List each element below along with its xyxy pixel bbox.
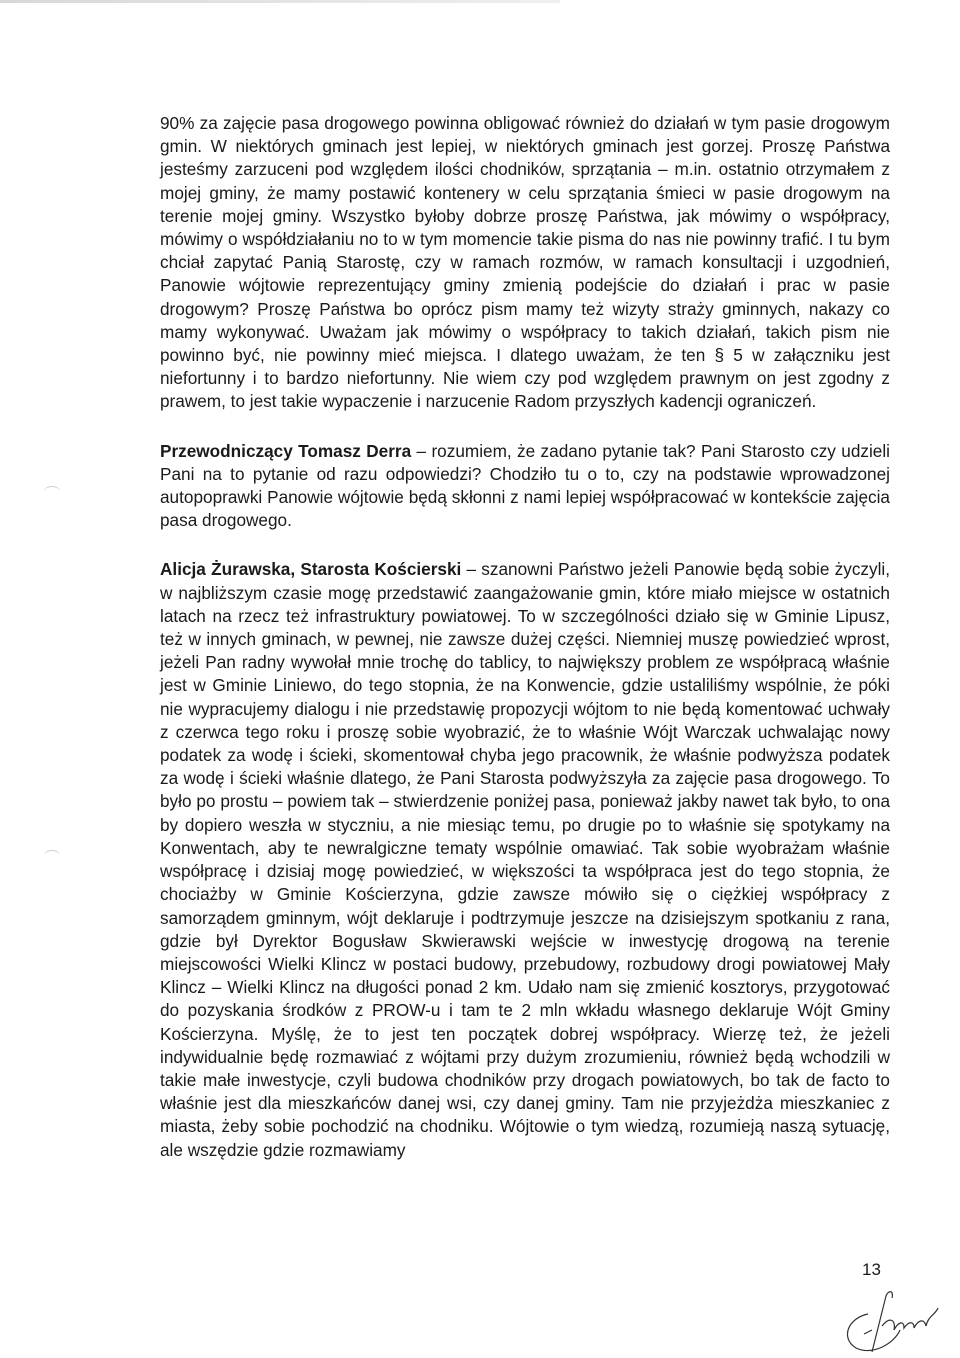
page-number: 13 [862,1260,881,1279]
speaker-name: Przewodniczący Tomasz Derra [160,440,412,461]
paragraph-text: – rozumiem, że zadano pytanie tak? Pani Starosto czy udzieli Pani na to pytanie od razu odpowiedzi? Chodziło tu o to, czy na podstawie wprowadzonej autopoprawki Panowie wójtowie będą skłonni z nami lepiej współpracować w kontekście zajęcia pasa drogowego. [160,440,890,531]
punch-hole-mark [44,850,60,861]
document-body [160,112,890,1188]
handwritten-signature [838,1286,948,1356]
speaker-name: Alicja Żurawska, Starosta Kościerski [160,559,462,580]
scan-edge [0,0,560,3]
paragraph-text: 90% za zajęcie pasa drogowego powinna obligować również do działań w tym pasie drogowym gmin. W niektórych gminach jest lepiej, w niektórych gminach jest gorzej. Proszę Państwa jesteśmy zarzuceni pod względem ilości chodników, sprzątania – m.in. ostatnio otrzymałem z mojej gminy, że mamy postawić kontenery w celu sprzątania śmieci w pasie drogowym na terenie mojej gminy. Wszystko byłoby dobrze proszę Państwa, jak mówimy o współpracy, mówimy o współdziałaniu no to w tym momencie takie pisma do nas nie powinny trafić. I tu bym chciał zapytać Panią Starostę, czy w ramach rozmów, w ramach konsultacji i uzgodnień, Panowie wójtowie reprezentujący gminy zmienią podejście do działań i prac w pasie drogowym? Proszę Państwa bo oprócz pism mamy też wizyty straży gminnych, nakazy co mamy wykonywać. Uważam jak mówimy o współpracy to takich działań, takich pism nie powinno być, nie powinny mieć miejsca. I dlatego uważam, że ten § 5 w załączniku jest niefortunny i to bardzo niefortunny. Nie wiem czy pod względem prawnym on jest zgodny z prawem, to jest takie wypaczenie i narzucenie Radom przyszłych kadencji ograniczeń. [160,113,890,412]
punch-hole-mark [44,486,60,497]
paragraph [160,112,890,414]
paragraph [160,440,890,533]
paragraph-text: – szanowni Państwo jeżeli Panowie będą sobie życzyli, w najbliższym czasie mogę przedstawić zaangażowanie gmin, które miało miejsce w ostatnich latach na rzecz też infrastruktury powiatowej. To w szczególności działo się w Gminie Lipusz, też w innych gminach, w pewnej, nie zawsze dużej części. Niemniej muszę powiedzieć wprost, jeżeli Pan radny wywołał mnie trochę do tablicy, to największy problem ze współpracą właśnie jest w Gminie Liniewo, do tego stopnia, że na Konwencie, gdzie ustaliliśmy wspólnie, że póki nie wypracujemy dialogu i nie przedstawię propozycji wójtom to nie będą komentować uchwały z czerwca tego roku i proszę sobie wyobrazić, że to właśnie Wójt Warczak uchwalając nowy podatek za wodę i ścieki, skomentował chyba jego pracownik, że właśnie podwyższa podatek za wodę i ścieki właśnie dlatego, że Pani Starosta podwyższyła za zajęcie pasa drogowego. To było po prostu – powiem tak – stwierdzenie poniżej pasa, ponieważ jakby nawet tak było, to ona by dopiero weszła w styczniu, a nie miesiąc temu, po drugie po to właśnie się spotykamy na Konwentach, aby te newralgiczne tematy wspólnie omawiać. Tak sobie wyobrażam właśnie współpracę i dzisiaj mogę powiedzieć, w większości ta współpraca jest do tego stopnia, że chociażby w Gminie Kościerzyna, gdzie zawsze mówiło się o ciężkiej współpracy z samorządem gminnym, wójt deklaruje i podtrzymuje jeszcze na dzisiejszym spotkaniu z rana, gdzie był Dyrektor Bogusław Skwierawski wejście w inwestycję drogową na terenie miejscowości Wielki Klincz w postaci budowy, przebudowy, rozbudowy drogi powiatowej Mały Klincz – Wielki Klincz na długości ponad 2 km. Udało nam się zmienić kosztorys, przygotować do pozyskania środków z PROW-u i tam te 2 mln wkładu własnego deklaruje Wójt Gminy Kościerzyna. Myślę, że to jest ten początek dobrej współpracy. Wierzę też, że jeżeli indywidualnie będę rozmawiać z wójtami przy dużym zrozumieniu, również będą wchodzili w takie małe inwestycje, czyli budowa chodników przy drogach powiatowych, bo tak de facto to właśnie jest dla mieszkańców danej wsi, czy danej gminy. Tam nie przyjeżdża mieszkaniec z miasta, żeby sobie pochodzić na chodniku. Wójtowie o tym wiedzą, rozumieją naszą sytuację, ale wszędzie gdzie rozmawiamy [160,559,891,1160]
paragraph [160,558,890,1161]
